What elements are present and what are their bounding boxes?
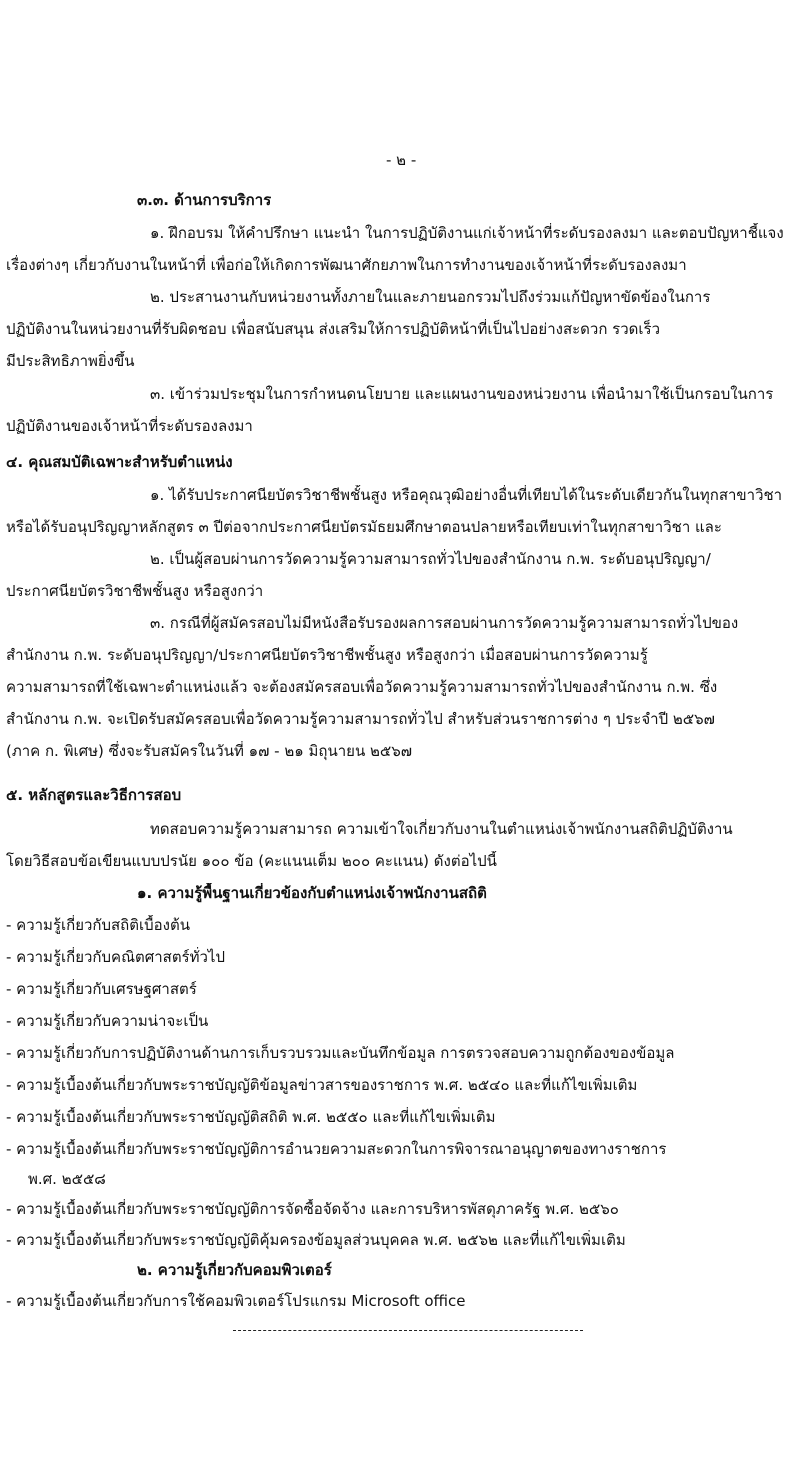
list-item: - ความรู้เบื้องต้นเกี่ยวกับพระราชบัญญัติสถิติ พ.ศ. ๒๕๕๐ และที่แก้ไขเพิ่มเติม [6,1108,496,1126]
section-5-intro-line: ทดสอบความรู้ความสามารถ ความเข้าใจเกี่ยวกับงานในตำแหน่งเจ้าพนักงานสถิติปฏิบัติงาน [150,820,733,838]
section-4-line: (ภาค ก. พิเศษ) ซึ่งจะรับสมัครในวันที่ ๑๗ - ๒๑ มิถุนายน ๒๕๖๗ [6,742,413,760]
section-5-sub1-heading: ๑. ความรู้พื้นฐานเกี่ยวข้องกับตำแหน่งเจ้าพนักงานสถิติ [137,884,487,902]
section-4-line: ๓. กรณีที่ผู้สมัครสอบไม่มีหนังสือรับรองผลการสอบผ่านการวัดความรู้ความสามารถทั่วไปของ [150,614,739,632]
section-4-line: ความสามารถที่ใช้เฉพาะตำแหน่งแล้ว จะต้องสมัครสอบเพื่อวัดความรู้ความสามารถทั่วไปของสำนักงาน ก.พ. ซึ่ง [6,678,718,696]
section-4-line: หรือได้รับอนุปริญญาหลักสูตร ๓ ปีต่อจากประกาศนียบัตรมัธยมศึกษาตอนปลายหรือเทียบเท่าในทุกสาขาวิชา และ [6,518,722,536]
section-3-3-line: ๑. ฝึกอบรม ให้คำปรึกษา แนะนำ ในการปฏิบัติงานแก่เจ้าหน้าที่ระดับรองลงมา และตอบปัญหาชี้แจง [150,224,784,242]
list-item: - ความรู้เบื้องต้นเกี่ยวกับพระราชบัญญัติการอำนวยความสะดวกในการพิจารณาอนุญาตของทางราชการ [6,1140,667,1158]
section-5-heading: ๕. หลักสูตรและวิธีการสอบ [6,786,182,804]
list-item: - ความรู้เกี่ยวกับเศรษฐศาสตร์ [6,980,197,998]
section-3-3-line: เรื่องต่างๆ เกี่ยวกับงานในหน้าที่ เพื่อก่อให้เกิดการพัฒนาศักยภาพในการทำงานของเจ้าหน้าที่ระดับรองลงมา [6,256,687,274]
list-item: - ความรู้เกี่ยวกับสถิติเบื้องต้น [6,916,190,934]
section-4-line: ๒. เป็นผู้สอบผ่านการวัดความรู้ความสามารถทั่วไปของสำนักงาน ก.พ. ระดับอนุปริญญา/ [150,550,711,568]
section-5-intro-line: โดยวิธีสอบข้อเขียนแบบปรนัย ๑๐๐ ข้อ (คะแนนเต็ม ๒๐๐ คะแนน) ดังต่อไปนี้ [6,852,497,870]
end-divider [233,1330,583,1331]
list-item: - ความรู้เบื้องต้นเกี่ยวกับพระราชบัญญัติการจัดซื้อจัดจ้าง และการบริหารพัสดุภาครัฐ พ.ศ. ๒๕๖๐ [6,1200,619,1218]
page-number: - ๒ - [386,151,417,169]
section-3-3-line: มีประสิทธิภาพยิ่งขึ้น [6,352,135,370]
section-3-3-line: ๓. เข้าร่วมประชุมในการกำหนดนโยบาย และแผนงานของหน่วยงาน เพื่อนำมาใช้เป็นกรอบในการ [150,385,774,403]
list-item: - ความรู้เกี่ยวกับความน่าจะเป็น [6,1012,209,1030]
section-4-line: สำนักงาน ก.พ. ระดับอนุปริญญา/ประกาศนียบัตรวิชาชีพชั้นสูง หรือสูงกว่า เมื่อสอบผ่านการวัดความรู้ [6,646,648,664]
list-item: - ความรู้เบื้องต้นเกี่ยวกับพระราชบัญญัติข้อมูลข่าวสารของราชการ พ.ศ. ๒๕๔๐ และที่แก้ไขเพิ่มเติม [6,1076,638,1094]
section-4-line: ๑. ได้รับประกาศนียบัตรวิชาชีพชั้นสูง หรือคุณวุฒิอย่างอื่นที่เทียบได้ในระดับเดียวกันในทุกสาขาวิชา [150,486,783,504]
section-5-sub2-heading: ๒. ความรู้เกี่ยวกับคอมพิวเตอร์ [137,1261,332,1279]
section-3-3-line: ปฏิบัติงานของเจ้าหน้าที่ระดับรองลงมา [6,417,253,435]
section-3-3-heading: ๓.๓. ด้านการบริการ [137,191,272,209]
section-3-3-line: ปฏิบัติงานในหน่วยงานที่รับผิดชอบ เพื่อสนับสนุน ส่งเสริมให้การปฏิบัติหน้าที่เป็นไปอย่างสะดวก รวดเร็ว [6,320,661,338]
list-item: - ความรู้เกี่ยวกับการปฏิบัติงานด้านการเก็บรวบรวมและบันทึกข้อมูล การตรวจสอบความถูกต้องของข้อมูล [6,1044,675,1062]
list-item-continued: พ.ศ. ๒๕๕๘ [28,1170,106,1188]
list-item: - ความรู้เบื้องต้นเกี่ยวกับพระราชบัญญัติคุ้มครองข้อมูลส่วนบุคคล พ.ศ. ๒๕๖๒ และที่แก้ไขเพิ่มเติม [6,1231,626,1249]
list-item: - ความรู้เกี่ยวกับคณิตศาสตร์ทั่วไป [6,948,225,966]
list-item: - ความรู้เบื้องต้นเกี่ยวกับการใช้คอมพิวเตอร์โปรแกรม Microsoft office [6,1292,466,1310]
section-3-3-line: ๒. ประสานงานกับหน่วยงานทั้งภายในและภายนอกรวมไปถึงร่วมแก้ปัญหาขัดข้องในการ [150,288,711,306]
section-4-heading: ๔. คุณสมบัติเฉพาะสำหรับตำแหน่ง [6,453,233,471]
section-4-line: ประกาศนียบัตรวิชาชีพชั้นสูง หรือสูงกว่า [6,582,264,600]
section-4-line: สำนักงาน ก.พ. จะเปิดรับสมัครสอบเพื่อวัดความรู้ความสามารถทั่วไป สำหรับส่วนราชการต่าง ๆ ประจำปี ๒๕๖๗ [6,710,715,728]
